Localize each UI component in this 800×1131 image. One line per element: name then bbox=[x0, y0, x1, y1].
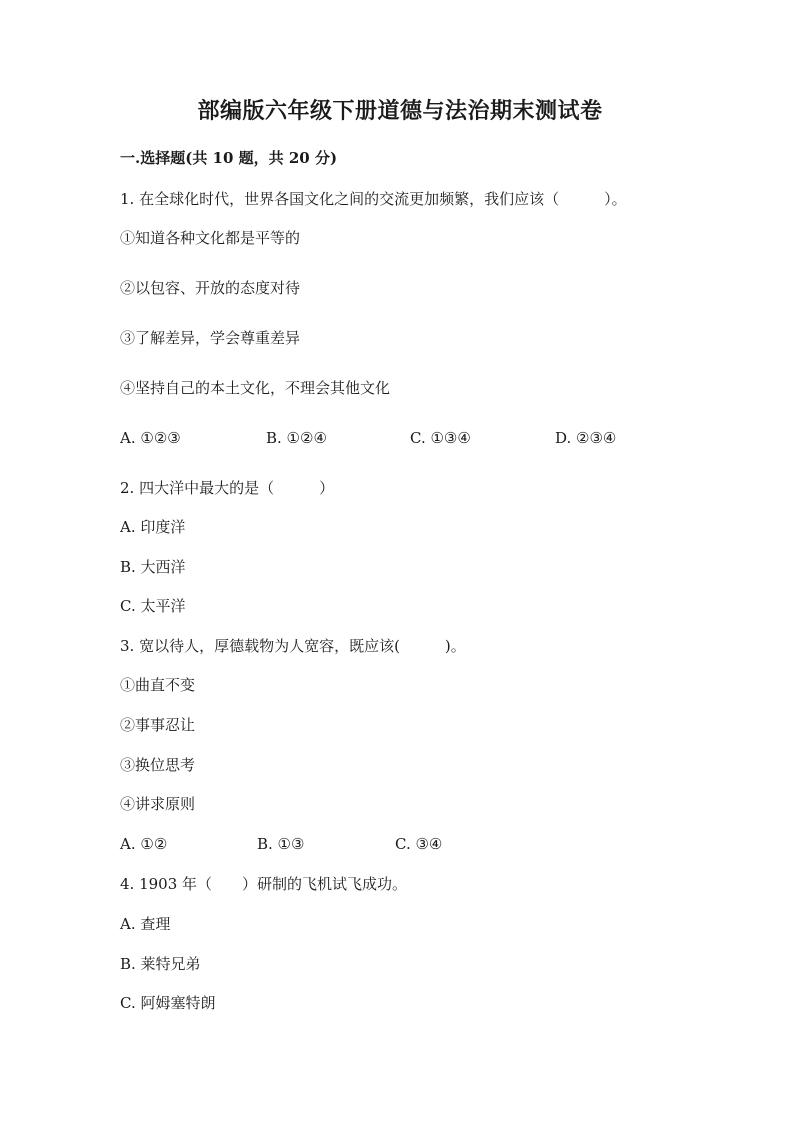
question-1-stem: 1. 在全球化时代，世界各国文化之间的交流更加频繁，我们应该（ ）。 bbox=[120, 190, 627, 208]
question-3-statement-2: ②事事忍让 bbox=[120, 716, 196, 734]
question-3-choice-b: B. ①③ bbox=[257, 835, 305, 853]
question-3-statement-3: ③换位思考 bbox=[120, 756, 196, 774]
question-1-choice-d: D. ②③④ bbox=[555, 429, 617, 447]
question-1-statement-3: ③了解差异，学会尊重差异 bbox=[120, 329, 301, 347]
question-1-choice-b: B. ①②④ bbox=[266, 429, 327, 447]
question-1-statement-4: ④坚持自己的本土文化，不理会其他文化 bbox=[120, 379, 391, 397]
question-3-choice-c: C. ③④ bbox=[395, 835, 443, 853]
question-1-choice-c: C. ①③④ bbox=[410, 429, 471, 447]
question-1-choice-a: A. ①②③ bbox=[120, 429, 181, 447]
question-3-statement-1: ①曲直不变 bbox=[120, 676, 196, 694]
question-4-choice-c: C. 阿姆塞特朗 bbox=[120, 994, 216, 1012]
question-2-choice-b: B. 大西洋 bbox=[120, 558, 186, 576]
question-2-stem: 2. 四大洋中最大的是（ ） bbox=[120, 479, 335, 497]
question-3-statement-4: ④讲求原则 bbox=[120, 795, 196, 813]
question-1-statement-2: ②以包容、开放的态度对待 bbox=[120, 279, 301, 297]
page-title: 部编版六年级下册道德与法治期末测试卷 bbox=[197, 98, 603, 124]
question-4-choice-a: A. 查理 bbox=[120, 915, 171, 933]
question-4-stem: 4. 1903 年（ ）研制的飞机试飞成功。 bbox=[120, 875, 408, 893]
question-3-stem: 3. 宽以待人，厚德载物为人宽容，既应该( )。 bbox=[120, 637, 466, 655]
question-4-choice-b: B. 莱特兄弟 bbox=[120, 955, 201, 973]
question-2-choice-a: A. 印度洋 bbox=[120, 518, 186, 536]
section-heading: 一.选择题(共 10 题，共 20 分) bbox=[120, 149, 338, 167]
question-1-statement-1: ①知道各种文化都是平等的 bbox=[120, 229, 301, 247]
question-3-choice-a: A. ①② bbox=[120, 835, 168, 853]
question-2-choice-c: C. 太平洋 bbox=[120, 597, 186, 615]
